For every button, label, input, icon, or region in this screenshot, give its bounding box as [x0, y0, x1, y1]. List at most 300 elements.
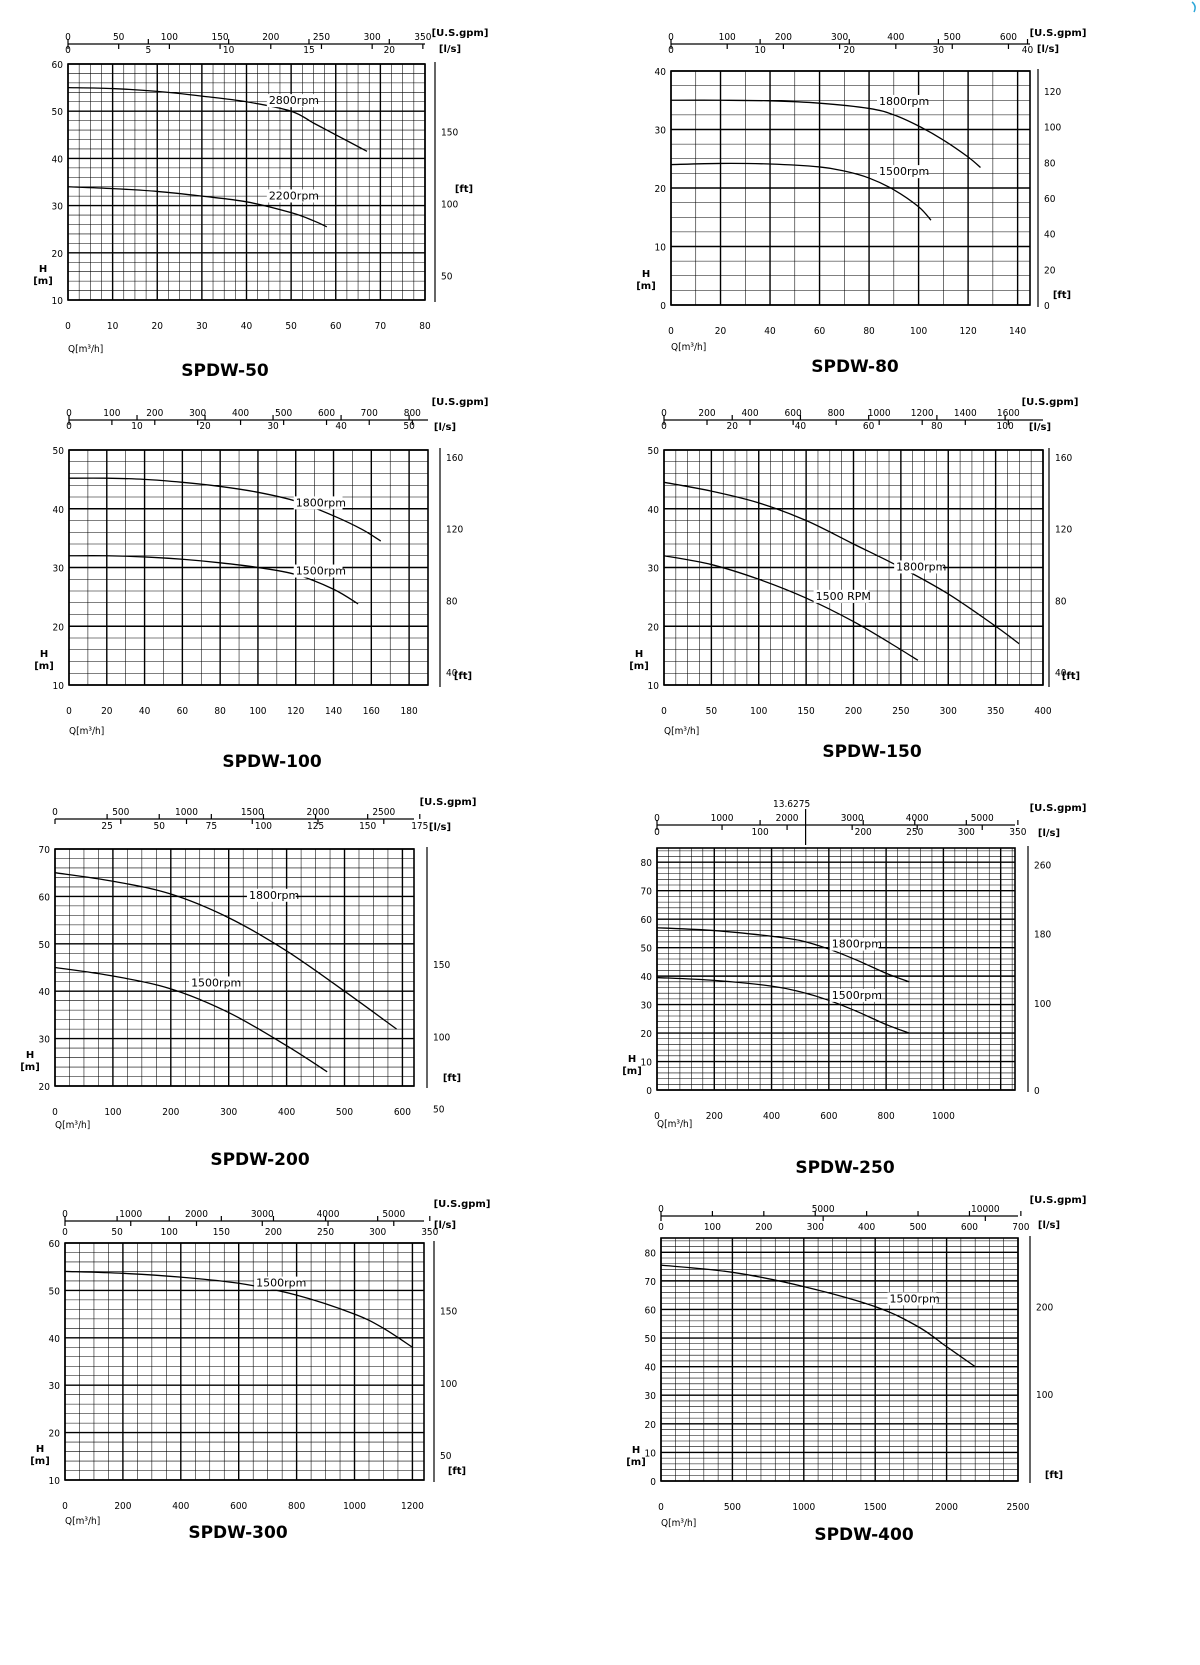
y-tick-label: 40: [654, 67, 666, 78]
y-tick-label: 40: [51, 154, 63, 166]
ls-tick-label: 75: [205, 821, 218, 832]
curve-label: 1800rpm: [295, 496, 346, 510]
ls-tick-label: 0: [65, 45, 71, 56]
y-tick-label: 40: [52, 504, 64, 516]
y-tick-label: 20: [48, 1428, 60, 1440]
ft-tick-label: 260: [1034, 860, 1052, 872]
x-tick-label: 200: [162, 1107, 180, 1118]
ls-tick-label: 150: [359, 821, 377, 832]
ft-tick-label: 160: [446, 453, 464, 465]
y-tick-label: 30: [38, 1034, 50, 1046]
curve-label: 1500 RPM: [815, 589, 871, 603]
right-ft-axis: [1049, 448, 1080, 687]
x-tick-label: 80: [863, 326, 875, 337]
chart-spdw-300: [30, 1199, 490, 1543]
gpm-unit-label: [U.S.gpm]: [1021, 397, 1079, 408]
gpm-tick-label: 1400: [953, 408, 977, 419]
ls-unit-label: [l/s]: [1037, 828, 1061, 839]
gpm-tick-label: 300: [189, 408, 207, 419]
curve-line-2: [664, 556, 918, 661]
x-tick-label: 160: [362, 706, 380, 717]
y-tick-label: 60: [640, 915, 652, 927]
x-tick-label: 180: [400, 706, 418, 717]
curve-label: 1500rpm: [295, 564, 346, 578]
ls-tick-label: 175: [411, 821, 429, 832]
x-tick-label: 0: [52, 1107, 58, 1118]
y-tick-label: 30: [640, 1000, 652, 1012]
ft-tick-label: 100: [440, 1378, 458, 1390]
ls-tick-label: 50: [111, 1227, 123, 1238]
h-axis-unit: [m]: [20, 1062, 40, 1073]
y-tick-label: 30: [647, 563, 659, 575]
x-tick-label: 120: [959, 326, 977, 337]
x-tick-label: 60: [330, 321, 342, 332]
gpm-tick-label: 500: [943, 32, 961, 43]
curve-label: 1500rpm: [256, 1276, 307, 1290]
gpm-tick-label: 300: [363, 32, 381, 43]
q-axis-label: Q[m³/h]: [69, 726, 105, 737]
ls-tick-label: 600: [960, 1222, 979, 1233]
gpm-tick-label: 1000: [867, 408, 891, 419]
x-tick-label: 40: [138, 706, 151, 717]
x-tick-label: 400: [1034, 706, 1052, 717]
ls-tick-label: 30: [267, 421, 279, 432]
x-tick-label: 100: [104, 1107, 122, 1118]
x-tick-label: 0: [66, 706, 72, 717]
ft-tick-label: 100: [1034, 999, 1052, 1011]
ft-tick-label: 60: [1044, 193, 1056, 205]
x-tick-label: 400: [762, 1111, 781, 1122]
gpm-tick-label: 3000: [840, 813, 864, 824]
top-secondary-axes: [65, 28, 488, 56]
y-tick-label: 20: [38, 1082, 50, 1093]
ls-tick-label: 100: [703, 1222, 721, 1233]
x-tick-label: 600: [393, 1107, 412, 1118]
h-axis-label: H: [631, 1445, 641, 1456]
y-tick-label: 10: [644, 1448, 656, 1460]
ft-tick-label: 50: [441, 271, 453, 283]
x-tick-label: 0: [658, 1502, 664, 1513]
x-tick-label: 140: [1009, 326, 1027, 337]
ft-tick-label: 80: [1055, 596, 1067, 608]
ls-tick-label: 10: [131, 421, 143, 432]
x-tick-label: 20: [101, 706, 113, 717]
x-tick-label: 30: [196, 321, 208, 332]
gpm-tick-label: 600: [784, 408, 802, 419]
x-tick-label: 400: [172, 1501, 190, 1512]
ls-tick-label: 0: [668, 45, 674, 56]
plot-frame: [657, 848, 1015, 1090]
y-tick-label: 60: [48, 1239, 60, 1250]
gpm-tick-label: 0: [654, 813, 660, 824]
x-tick-label: 200: [114, 1501, 132, 1512]
y-tick-label: 70: [644, 1276, 656, 1288]
h-axis-unit: [m]: [629, 661, 649, 672]
gpm-unit-label: [U.S.gpm]: [419, 797, 477, 808]
gpm-tick-label: 300: [831, 32, 849, 43]
gpm-tick-label: 600: [999, 32, 1018, 43]
x-tick-label: 250: [892, 706, 910, 717]
chart-title: SPDW-100: [222, 752, 322, 772]
x-tick-label: 10: [106, 321, 119, 332]
ls-tick-label: 400: [858, 1222, 876, 1233]
gpm-tick-label: 100: [160, 32, 178, 43]
y-tick-label: 20: [644, 1419, 656, 1431]
ft-tick-label: 100: [441, 199, 459, 211]
gpm-tick-label: 500: [112, 807, 130, 818]
ls-unit-label: [l/s]: [433, 422, 457, 433]
gpm-tick-label: 700: [360, 408, 378, 419]
y-tick-label: 10: [52, 681, 64, 692]
x-tick-label: 140: [324, 706, 343, 717]
chart-title: SPDW-150: [822, 742, 922, 762]
ft-tick-label: 40: [1055, 668, 1067, 680]
ls-tick-label: 25: [101, 821, 113, 832]
ft-unit-label: [ft]: [454, 184, 474, 195]
gpm-unit-label: [U.S.gpm]: [433, 1199, 491, 1210]
gpm-tick-label: 0: [668, 32, 674, 43]
gpm-tick-label: 1600: [996, 408, 1020, 419]
y-tick-label: 30: [51, 201, 63, 213]
gpm-tick-label: 0: [62, 1209, 68, 1220]
y-tick-label: 50: [51, 107, 63, 119]
curve-label: 2200rpm: [268, 189, 320, 203]
gpm-tick-label: 2000: [775, 813, 799, 824]
plot-frame: [55, 849, 414, 1086]
ls-unit-label: [l/s]: [433, 1220, 457, 1231]
x-tick-label: 120: [287, 706, 305, 717]
x-tick-label: 2000: [935, 1502, 959, 1513]
x-tick-label: 1000: [931, 1111, 955, 1122]
y-tick-label: 20: [51, 248, 63, 260]
ft-unit-label: [ft]: [1061, 671, 1081, 682]
ft-tick-label: 150: [440, 1306, 458, 1318]
h-axis-unit: [m]: [30, 1456, 50, 1467]
y-tick-label: 10: [647, 681, 659, 692]
plot-grid: [65, 1243, 424, 1480]
ft-tick-label: 40: [1044, 229, 1056, 241]
y-tick-label: 30: [48, 1381, 60, 1393]
ls-tick-label: 200: [264, 1227, 283, 1238]
ft-tick-label: 50: [440, 1451, 452, 1463]
q-axis-label: Q[m³/h]: [68, 344, 104, 355]
h-axis-label: H: [25, 1050, 35, 1061]
gpm-tick-label: 2500: [372, 807, 396, 818]
gpm-tick-label: 10000: [971, 1204, 1000, 1215]
ls-unit-label: [l/s]: [1036, 44, 1060, 55]
gpm-unit-label: [U.S.gpm]: [1029, 803, 1087, 814]
x-tick-label: 150: [797, 706, 815, 717]
y-tick-label: 30: [654, 125, 666, 137]
x-tick-label: 300: [939, 706, 957, 717]
gpm-tick-label: 0: [52, 807, 58, 818]
gpm-tick-label: 0: [66, 408, 72, 419]
gpm-tick-label: 5000: [382, 1209, 406, 1220]
gpm-tick-label: 1000: [710, 813, 734, 824]
ls-tick-label: 100: [751, 827, 769, 838]
x-tick-label: 0: [65, 321, 71, 332]
y-tick-label: 60: [644, 1305, 656, 1317]
ls-tick-label: 300: [806, 1222, 824, 1233]
top-secondary-axes: [654, 799, 1086, 845]
x-tick-label: 400: [278, 1107, 296, 1118]
x-tick-label: 50: [705, 706, 718, 717]
ls-tick-label: 700: [1012, 1222, 1030, 1233]
h-axis-unit: [m]: [33, 276, 53, 287]
ls-tick-label: 40: [335, 421, 347, 432]
y-tick-label: 40: [644, 1362, 656, 1374]
h-axis-unit: [m]: [622, 1066, 642, 1077]
h-axis-label: H: [641, 269, 651, 280]
gpm-tick-label: 400: [741, 408, 759, 419]
curve-line-1: [671, 100, 980, 167]
gpm-tick-label: 0: [65, 32, 71, 43]
x-tick-label: 0: [661, 706, 667, 717]
ft-tick-label: 120: [1044, 86, 1062, 98]
q-axis-label: Q[m³/h]: [671, 342, 707, 353]
y-tick-label: 50: [644, 1334, 656, 1346]
gpm-tick-label: 50: [112, 32, 125, 43]
x-tick-label: 100: [750, 706, 768, 717]
q-axis-label: Q[m³/h]: [657, 1119, 693, 1130]
x-tick-label: 70: [374, 321, 387, 332]
right-ft-axis: [1038, 69, 1071, 312]
y-tick-label: 30: [644, 1391, 656, 1403]
right-ft-axis: [1028, 846, 1051, 1097]
ls-tick-label: 350: [1009, 827, 1027, 838]
ft-tick-label: 200: [1036, 1302, 1054, 1314]
gpm-tick-label: 200: [774, 32, 792, 43]
x-tick-label: 100: [910, 326, 928, 337]
ls-tick-label: 20: [726, 421, 738, 432]
chart-title: SPDW-400: [814, 1525, 914, 1545]
x-tick-label: 350: [987, 706, 1005, 717]
curve-label: 1500rpm: [878, 165, 930, 179]
gpm-tick-label: 0: [661, 408, 667, 419]
chart-spdw-400: [626, 1195, 1086, 1545]
y-tick-label: 50: [640, 943, 652, 955]
x-tick-label: 200: [844, 706, 863, 717]
top-secondary-axes: [658, 1195, 1086, 1233]
gpm-tick-label: 350: [414, 32, 432, 43]
ls-tick-label: 10: [754, 45, 766, 56]
h-axis-unit: [m]: [34, 661, 54, 672]
gpm-tick-label: 800: [403, 408, 421, 419]
y-tick-label: 0: [660, 301, 666, 312]
x-tick-label: 50: [285, 321, 297, 332]
gpm-tick-label: 500: [275, 408, 293, 419]
ls-tick-label: 500: [909, 1222, 927, 1233]
gpm-tick-label: 1200: [910, 408, 934, 419]
y-tick-label: 10: [654, 242, 666, 254]
x-tick-label: 80: [214, 706, 226, 717]
x-tick-label: 1000: [792, 1502, 816, 1513]
x-tick-label: 1500: [863, 1502, 887, 1513]
ls-tick-label: 0: [62, 1227, 68, 1238]
pump-curves: [671, 95, 980, 220]
y-tick-label: 30: [52, 563, 64, 575]
ls-tick-label: 40: [794, 421, 807, 432]
chart-title: SPDW-200: [210, 1150, 310, 1170]
ls-tick-label: 250: [906, 827, 924, 838]
chart-spdw-150: [629, 397, 1080, 762]
ft-tick-label: 80: [1044, 158, 1056, 170]
y-tick-label: 20: [52, 622, 64, 634]
ls-tick-label: 20: [843, 45, 855, 56]
ft-tick-label: 40: [446, 668, 458, 680]
x-tick-label: 60: [176, 706, 189, 717]
ls-tick-label: 20: [199, 421, 211, 432]
ft-unit-label: [ft]: [442, 1073, 462, 1084]
ls-tick-label: 30: [932, 45, 945, 56]
ls-tick-label: 125: [306, 821, 325, 832]
x-tick-label: 500: [335, 1107, 354, 1118]
x-tick-label: 40: [764, 326, 776, 337]
ft-unit-label: [ft]: [447, 1466, 467, 1477]
gpm-tick-label: 0: [658, 1204, 664, 1215]
ft-unit-label: [ft]: [1052, 290, 1072, 301]
ls-tick-label: 60: [862, 421, 875, 432]
ls-tick-label: 200: [854, 827, 872, 838]
gpm-tick-label: 200: [698, 408, 716, 419]
ft-tick-label: 100: [1044, 122, 1062, 134]
right-ft-axis: [1030, 1236, 1063, 1483]
x-tick-label: 600: [820, 1111, 838, 1122]
gpm-unit-label: [U.S.gpm]: [431, 28, 489, 39]
x-tick-label: 80: [419, 321, 431, 332]
ls-tick-label: 200: [755, 1222, 773, 1233]
gpm-tick-label: 100: [718, 32, 736, 43]
gpm-tick-label: 100: [103, 408, 121, 419]
h-axis-unit: [m]: [626, 1457, 646, 1468]
x-tick-label: 100: [249, 706, 267, 717]
marker-value-label: 13.6275: [773, 799, 811, 810]
ls-tick-label: 150: [212, 1227, 230, 1238]
gpm-tick-label: 400: [231, 408, 250, 419]
ft-tick-label: 0: [1044, 301, 1050, 312]
gpm-tick-label: 2000: [306, 807, 330, 818]
gpm-tick-label: 200: [262, 32, 280, 43]
gpm-tick-label: 1500: [240, 807, 264, 818]
y-tick-label: 0: [646, 1086, 652, 1097]
ft-tick-label: 150: [433, 960, 451, 972]
curve-label: 1500rpm: [191, 976, 242, 990]
x-tick-label: 20: [151, 321, 163, 332]
ls-tick-label: 100: [160, 1227, 178, 1238]
y-tick-label: 40: [48, 1333, 60, 1345]
y-tick-label: 40: [38, 987, 50, 999]
gpm-tick-label: 1000: [175, 807, 198, 818]
ls-tick-label: 50: [153, 821, 165, 832]
ls-unit-label: [l/s]: [428, 822, 452, 833]
q-axis-label: Q[m³/h]: [661, 1518, 697, 1529]
ft-tick-label: 50: [433, 1104, 445, 1116]
y-tick-label: 20: [640, 1029, 652, 1041]
curve-label: 1800rpm: [878, 94, 930, 108]
plot-frame: [65, 1243, 424, 1480]
top-secondary-axes: [62, 1199, 490, 1238]
x-tick-label: 500: [723, 1502, 741, 1513]
x-tick-label: 20: [714, 326, 727, 337]
x-tick-label: 60: [813, 326, 826, 337]
gpm-tick-label: 250: [312, 32, 331, 43]
gpm-tick-label: 4000: [905, 813, 929, 824]
y-tick-label: 60: [38, 892, 50, 904]
y-tick-label: 70: [640, 886, 652, 898]
h-axis-label: H: [35, 1444, 45, 1455]
x-tick-label: 1200: [400, 1501, 424, 1512]
ls-unit-label: [l/s]: [1028, 422, 1052, 433]
plot-grid: [68, 64, 425, 300]
ls-tick-label: 50: [403, 421, 415, 432]
chart-spdw-80: [636, 28, 1086, 377]
gpm-tick-label: 3000: [250, 1209, 274, 1220]
ls-tick-label: 40: [1021, 45, 1034, 56]
ft-tick-label: 100: [433, 1032, 451, 1044]
right-ft-axis: [427, 847, 461, 1116]
y-tick-label: 50: [52, 446, 64, 457]
y-tick-label: 50: [38, 939, 50, 951]
gpm-tick-label: 5000: [811, 1204, 835, 1215]
x-tick-label: 40: [240, 321, 253, 332]
curve-label: 1800rpm: [248, 888, 300, 902]
x-tick-label: 800: [877, 1111, 895, 1122]
curve-label: 1800rpm: [831, 937, 882, 951]
y-tick-label: 20: [654, 184, 666, 195]
top-secondary-axes: [66, 397, 488, 433]
y-tick-label: 0: [650, 1477, 656, 1488]
gpm-tick-label: 400: [887, 32, 905, 43]
curve-label: 2800rpm: [268, 94, 320, 108]
gpm-tick-label: 5000: [970, 813, 994, 824]
curve-label: 1500rpm: [889, 1292, 940, 1306]
top-secondary-axes: [661, 397, 1078, 433]
h-axis-label: H: [38, 264, 48, 275]
y-tick-label: 60: [51, 60, 63, 71]
h-axis-unit: [m]: [636, 281, 656, 292]
ft-tick-label: 80: [446, 596, 458, 608]
ft-unit-label: [ft]: [1044, 1470, 1064, 1481]
ls-tick-label: 300: [957, 827, 975, 838]
top-secondary-axes: [668, 28, 1086, 56]
chart-spdw-200: [20, 797, 476, 1170]
y-tick-label: 40: [647, 504, 659, 516]
corner-mark-icon: [1192, 2, 1195, 12]
curve-label: 1500rpm: [831, 988, 882, 1002]
x-tick-label: 0: [668, 326, 674, 337]
ls-unit-label: [l/s]: [438, 44, 462, 55]
ft-tick-label: 150: [441, 127, 459, 139]
ls-tick-label: 10: [222, 45, 235, 56]
ls-tick-label: 80: [931, 421, 943, 432]
y-tick-label: 80: [640, 858, 652, 870]
y-tick-label: 10: [640, 1057, 652, 1069]
plot-grid: [55, 849, 414, 1086]
ls-tick-label: 0: [661, 421, 667, 432]
chart-title: SPDW-50: [181, 361, 269, 381]
h-axis-label: H: [627, 1054, 637, 1065]
gpm-unit-label: [U.S.gpm]: [431, 397, 489, 408]
x-tick-label: 200: [705, 1111, 723, 1122]
chart-spdw-250: [622, 799, 1086, 1178]
y-tick-label: 10: [51, 296, 63, 307]
gpm-unit-label: [U.S.gpm]: [1029, 28, 1087, 39]
h-axis-label: H: [39, 649, 49, 660]
gpm-tick-label: 800: [827, 408, 845, 419]
ls-tick-label: 100: [996, 421, 1014, 432]
gpm-tick-label: 600: [317, 408, 336, 419]
x-tick-label: 800: [288, 1501, 306, 1512]
